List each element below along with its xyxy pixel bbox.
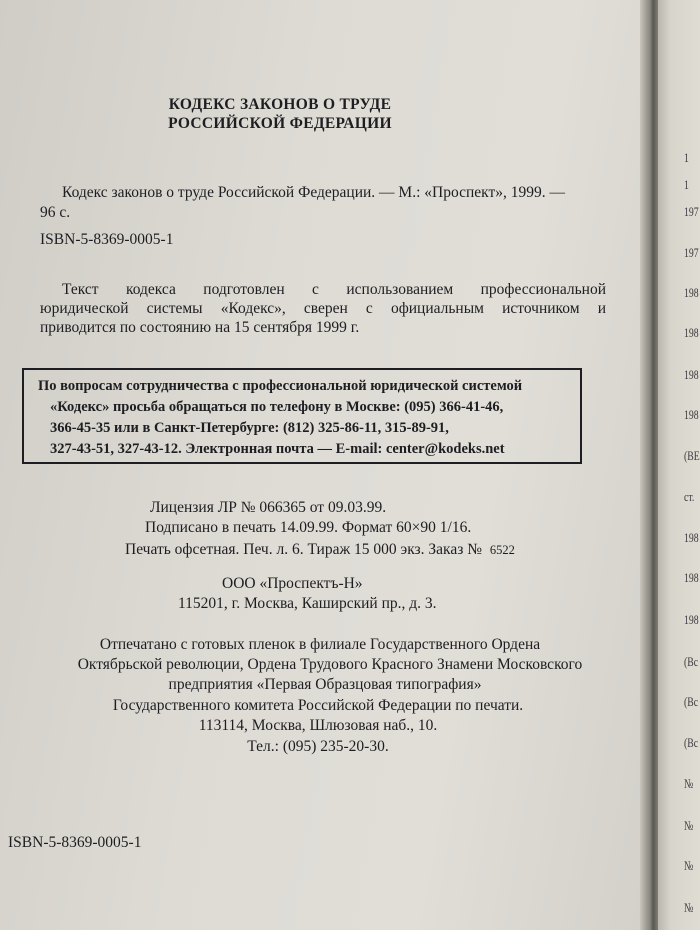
note-line: приводится по состоянию на 15 сентября 1999 г.: [40, 319, 360, 336]
printer-line: 113114, Москва, Шлюзовая наб., 10.: [198, 717, 438, 734]
contact-line: По вопросам сотрудничества с профессиональной юридической системой: [38, 378, 523, 394]
adjacent-page-fragment: 1: [684, 150, 689, 165]
adjacent-page-fragment: 198: [684, 325, 699, 340]
adjacent-page-fragment: 198: [684, 612, 699, 627]
adjacent-page-fragment: 198: [684, 367, 699, 382]
isbn-bottom: ISBN-5-8369-0005-1: [8, 834, 142, 851]
title-line-1: КОДЕКС ЗАКОНОВ О ТРУДЕ: [168, 96, 392, 113]
adjacent-page-fragment: (Вс: [684, 694, 699, 709]
adjacent-page-fragment: 198: [684, 407, 699, 422]
adjacent-page-fragment: №: [684, 776, 694, 791]
adjacent-page-fragment: (Вс: [684, 654, 699, 669]
note-line: Текст кодекса подготовлен с использованием профессиональной: [62, 281, 606, 298]
adjacent-page-fragment: №: [684, 818, 694, 833]
adjacent-page-fragment: 197: [684, 204, 699, 219]
adjacent-page-fragment: 1: [684, 177, 689, 192]
adjacent-page-edge: [658, 0, 700, 930]
adjacent-page-fragment: (ВЕ: [684, 448, 700, 463]
adjacent-page-fragment: 198: [684, 285, 699, 300]
adjacent-page-fragment: №: [684, 900, 694, 915]
printer-line: Тел.: (095) 235-20-30.: [247, 738, 389, 755]
order-number: 6522: [489, 543, 515, 557]
adjacent-page-fragment: 198: [684, 570, 699, 585]
contact-line: 366-45-35 или в Санкт-Петербурге: (812) 325-86-11, 315-89-91,: [50, 420, 449, 436]
note-line: юридической системы «Кодекс», сверен с официальным источником и: [40, 300, 606, 317]
adjacent-page-fragment: №: [684, 858, 694, 873]
print-details-line: [125, 540, 515, 560]
license-line: Лицензия ЛР № 066365 от 09.03.99.: [150, 499, 387, 516]
publisher-address: 115201, г. Москва, Каширский пр., д. 3.: [178, 595, 437, 612]
book-title: [0, 95, 560, 133]
contact-box: [22, 368, 582, 464]
contact-line: «Кодекс» просьба обращаться по телефону в Москве: (095) 366-41-46,: [50, 399, 504, 415]
isbn-top: ISBN-5-8369-0005-1: [40, 231, 174, 248]
publisher-name: ООО «Проспектъ-Н»: [222, 575, 363, 592]
adjacent-page-fragment: ст.: [684, 489, 695, 504]
printer-line: Государственного комитета Российской Федерации по печати.: [112, 697, 524, 714]
printer-line: предприятия «Первая Образцовая типография»: [168, 676, 482, 693]
printer-line: Отпечатано с готовых пленок в филиале Государственного Ордена: [99, 636, 541, 653]
printer-line: Октябрьской революции, Ордена Трудового Красного Знамени Московского: [77, 656, 583, 673]
print-details: Печать офсетная. Печ. л. 6. Тираж 15 000 экз. Заказ №: [125, 541, 483, 558]
source-note: [40, 280, 606, 337]
citation-line-1: Кодекс законов о труде Российской Федерации. — М.: «Проспект», 1999. —: [62, 184, 565, 201]
adjacent-page-fragment: (Вс: [684, 735, 699, 750]
citation-line-2: 96 с.: [40, 204, 71, 221]
adjacent-page-fragment: 197: [684, 245, 699, 260]
adjacent-page-fragment: 198: [684, 530, 699, 545]
contact-line: 327-43-51, 327-43-12. Электронная почта — E-mail: center@kodeks.net: [50, 441, 505, 457]
title-line-2: РОССИЙСКОЙ ФЕДЕРАЦИИ: [168, 115, 392, 132]
signed-line: Подписано в печать 14.09.99. Формат 60×90 1/16.: [145, 519, 472, 536]
